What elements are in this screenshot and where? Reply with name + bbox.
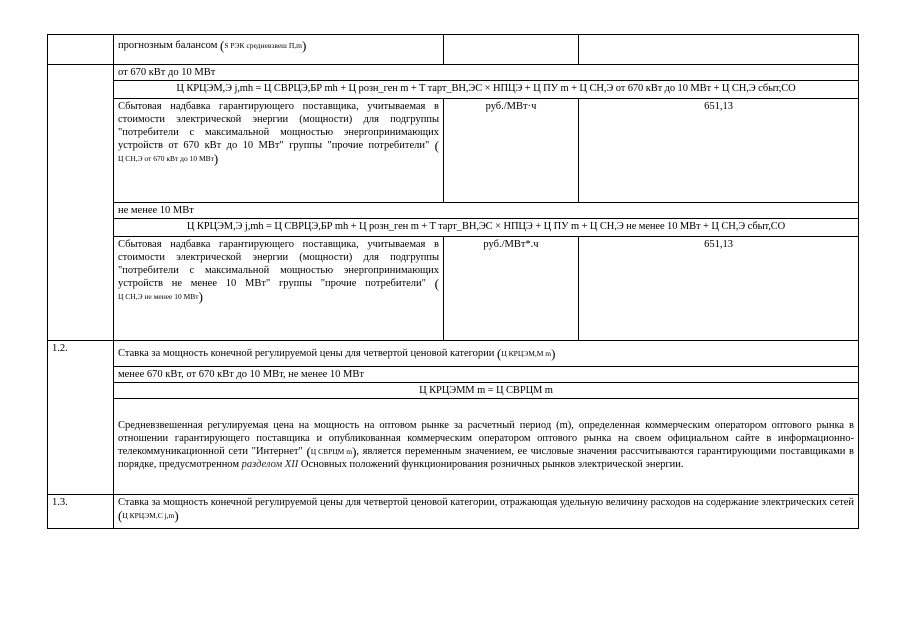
table-row [48,65,859,81]
formula-2: Ц КРЦЭМ,Э j,mh = Ц СВРЦЭ,БР mh + Ц розн_ген m + T тарт_ВН,ЭС × НПЦЭ + Ц ПУ m + Ц СН,Э не менее 10 МВт + Ц СН,Э сбыт,СО [114,219,859,237]
section-number: 1.2. [48,341,114,495]
subgroup-header: не менее 10 МВт [114,203,859,219]
section-reference-link[interactable]: разделом XII [241,459,299,471]
network-rate-symbol: Ц КРЦЭМ,С j,m [122,511,175,521]
table-row [48,99,859,203]
value-cell: 651,13 [579,99,859,203]
body-text-1: Средневзвешенная регулируемая цена на мощность на оптовом рынке за расчетный период (m), определенная коммерческим оператором оптового рынка в отношении гарантирующего поставщика и опубликованная коммерческим оператором оптового рынка на своем официальном сайте в информационно-телекоммуникационной сети "Интернет" [118,420,854,457]
section-body: Средневзвешенная регулируемая цена на мощность на оптовом рынке за расчетный период (m), определенная коммерческим оператором оптового рынка в отношении гарантирующего поставщика и опубликованная коммерческим оператором оптового рынка на своем официальном сайте в информационно-телекоммуникационной сети "Интернет" (Ц СВРЦМ m), является переменным значением, ее числовые значения рассчитываются гарантирующими поставщиками в порядке, предусмотренном разделом XII Основных положений функционирования розничных рынков электрической энергии. [114,399,859,495]
section-title-cell: Ставка за мощность конечной регулируемой цены для четвертой ценовой категории, отражающая удельную величину расходов на содержание электрических сетей (Ц КРЦЭМ,С j,m) [114,495,859,529]
capacity-rate-symbol: Ц КРЦЭМ,М m [501,349,552,359]
unit-cell [444,35,579,65]
table-row [48,341,859,367]
num-cell [48,35,114,65]
subgroup-header: от 670 кВт до 10 МВт [114,65,859,81]
description-text: Сбытовая надбавка гарантирующего поставщика, учитываемая в стоимости электрической энергии (мощности) для подгруппы "потребители с максимальной мощностью энергопринимающих устройств от 670 кВт до 10 МВт" группы "прочие потребители" [118,101,439,151]
formula-1: Ц КРЦЭМ,Э j,mh = Ц СВРЦЭ,БР mh + Ц розн_ген m + T тарт_ВН,ЭС × НПЦЭ + Ц ПУ m + Ц СН,Э от 670 кВт до 10 МВт + Ц СН,Э сбыт,СО [114,81,859,99]
value-cell [579,35,859,65]
body-text-3: Основных положений функционирования розничных рынков электрической энергии. [300,459,684,471]
table-row [48,35,859,65]
unit-cell: руб./МВт*.ч [444,237,579,341]
description-cell: Сбытовая надбавка гарантирующего поставщика, учитываемая в стоимости электрической энергии (мощности) для подгруппы "потребители с максимальной мощностью энергопринимающих устройств от 670 кВт до 10 МВт" группы "прочие потребители" (Ц СН,Э от 670 кВт до 10 МВт) [114,99,444,203]
table-row [48,383,859,399]
table-row [48,203,859,219]
section-title: Ставка за мощность конечной регулируемой цены для четвертой ценовой категории [118,348,495,359]
section-title-cell: Ставка за мощность конечной регулируемой цены для четвертой ценовой категории (Ц КРЦЭМ,М m) [114,341,859,367]
continued-label-cell: прогнозным балансом (S РЭК средневзвеш П,m) [114,35,444,65]
description-text: Сбытовая надбавка гарантирующего поставщика, учитываемая в стоимости электрической энергии (мощности) для подгруппы "потребители с максимальной мощностью энергопринимающих устройств не менее 10 МВт" группы "прочие потребители" [118,239,439,289]
continued-label: прогнозным балансом [118,40,218,51]
unit-cell: руб./МВт·ч [444,99,579,203]
table-row [48,399,859,495]
table-row [48,367,859,383]
subgroup-header: менее 670 кВт, от 670 кВт до 10 МВт, не менее 10 МВт [114,367,859,383]
table-row [48,495,859,529]
section-number: 1.3. [48,495,114,529]
forecast-balance-symbol: S РЭК средневзвеш П,m [224,41,302,51]
wholesale-price-symbol: Ц СВРЦМ m [310,447,353,457]
table-row [48,237,859,341]
markup-symbol: Ц СН,Э от 670 кВт до 10 МВт [118,154,214,164]
tariff-table [47,34,859,529]
table-row [48,219,859,237]
formula-3: Ц КРЦЭММ m = Ц СВРЦМ m [114,383,859,399]
section-title: Ставка за мощность конечной регулируемой цены для четвертой ценовой категории, отражающая удельную величину расходов на содержание электрических сетей [118,497,854,508]
table-row [48,81,859,99]
num-cell [48,65,114,341]
value-cell: 651,13 [579,237,859,341]
body-text-2: , является переменным значением, ее числовые значения рассчитываются гарантирующими поставщиками в порядке, предусмотренном [118,446,855,471]
markup-symbol: Ц СН,Э не менее 10 МВт [118,292,199,302]
description-cell: Сбытовая надбавка гарантирующего поставщика, учитываемая в стоимости электрической энергии (мощности) для подгруппы "потребители с максимальной мощностью энергопринимающих устройств не менее 10 МВт" группы "прочие потребители" (Ц СН,Э не менее 10 МВт) [114,237,444,341]
